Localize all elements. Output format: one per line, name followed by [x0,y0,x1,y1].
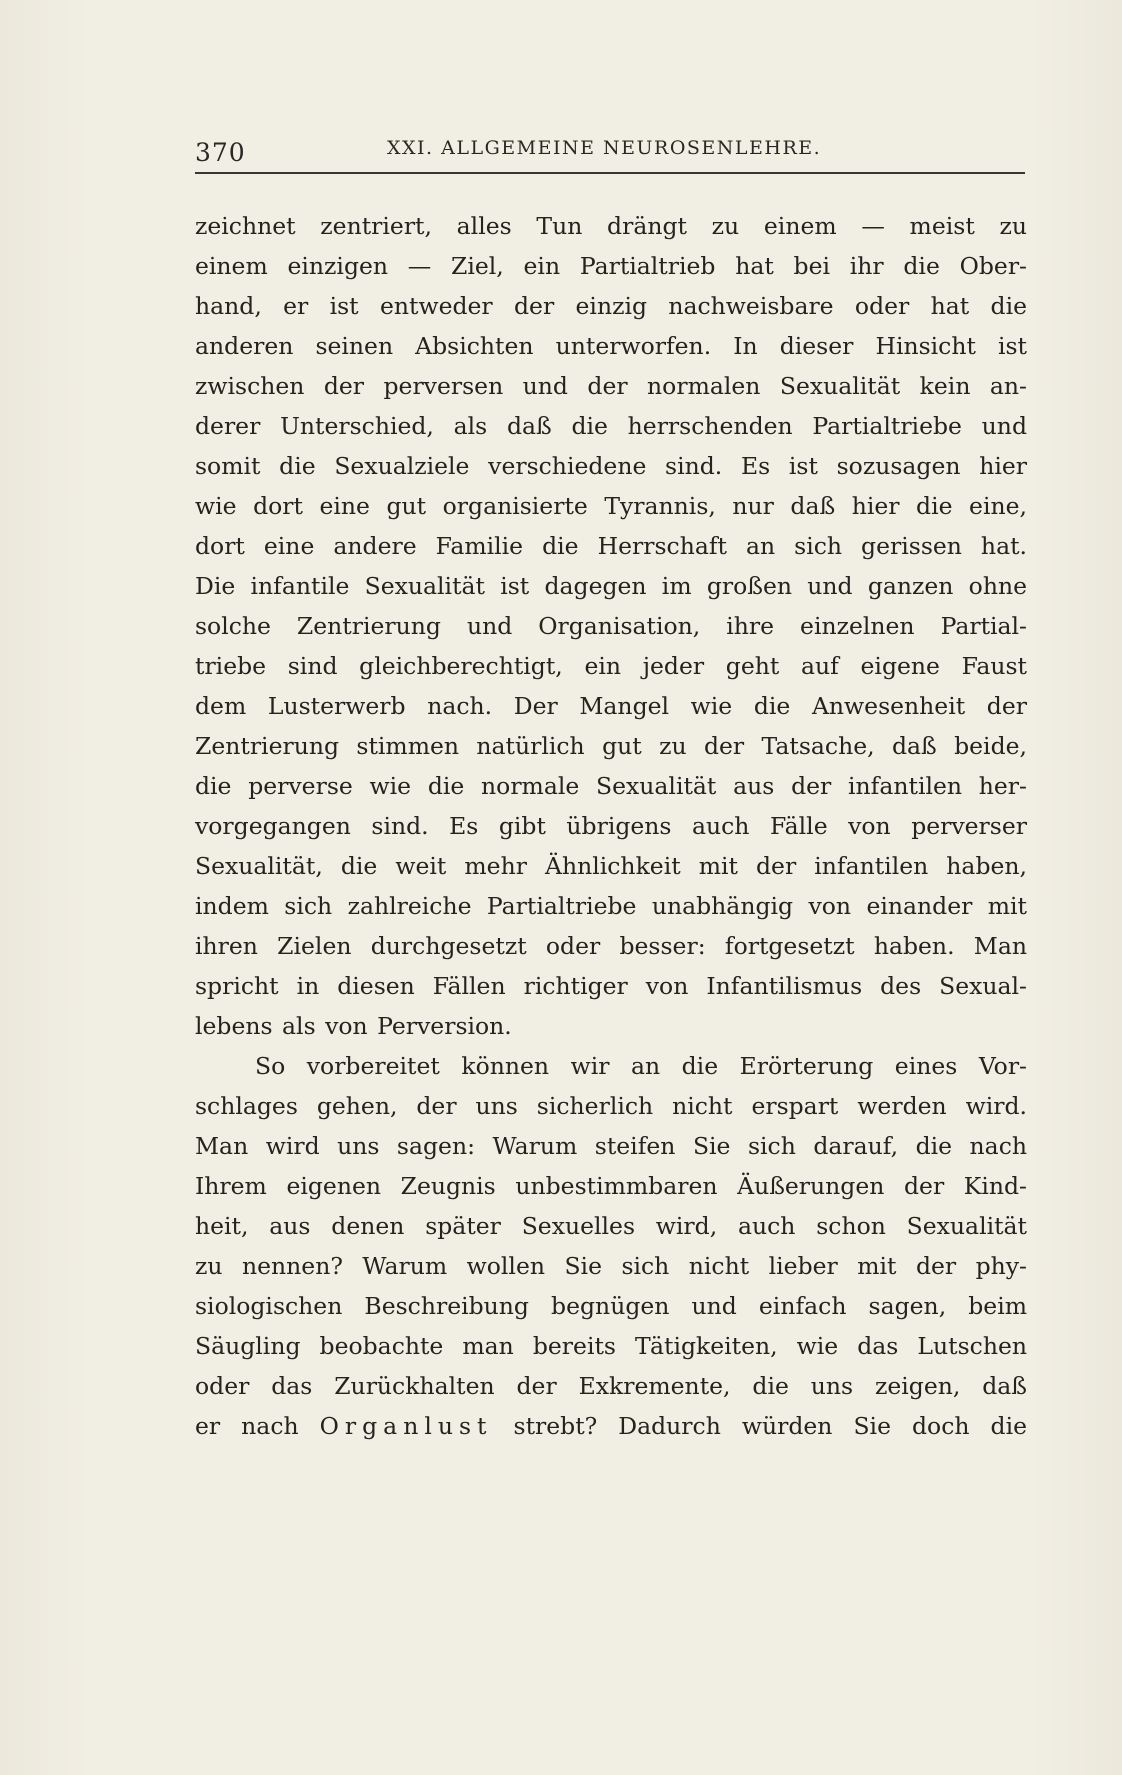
text-line: dem Lusterwerb nach. Der Mangel wie die Anwesenheit der [195,692,1027,720]
text-line: Man wird uns sagen: Warum steifen Sie sich darauf, die nach [195,1132,1027,1160]
text-line: wie dort eine gut organisierte Tyrannis, nur daß hier die eine, [195,492,1027,520]
text-line: Säugling beobachte man bereits Tätigkeiten, wie das Lutschen [195,1332,1027,1360]
emphasized-term: Organlust [319,1412,493,1440]
text-line: dort eine andere Familie die Herrschaft an sich gerissen hat. [195,532,1027,560]
text-line: zeichnet zentriert, alles Tun drängt zu einem — meist zu [195,212,1027,240]
text-line: spricht in diesen Fällen richtiger von Infantilismus des Sexual- [195,972,1027,1000]
text-line: Ihrem eigenen Zeugnis unbestimmbaren Äußerungen der Kind- [195,1172,1027,1200]
text-line: einem einzigen — Ziel, ein Partialtrieb hat bei ihr die Ober- [195,252,1027,280]
text-line: siologischen Beschreibung begnügen und einfach sagen, beim [195,1292,1027,1320]
text-line: solche Zentrierung und Organisation, ihre einzelnen Partial- [195,612,1027,640]
final-line-end: strebt? Dadurch würden Sie doch die [492,1412,1027,1440]
text-line: oder das Zurückhalten der Exkremente, die uns zeigen, daß [195,1372,1027,1400]
text-line: zwischen der perversen und der normalen Sexualität kein an- [195,372,1027,400]
text-line: vorgegangen sind. Es gibt übrigens auch Fälle von perverser [195,812,1027,840]
paragraph-start-line: So vorbereitet können wir an die Erörterung eines Vor- [255,1052,1027,1080]
page-header [195,134,1025,170]
text-line: ihren Zielen durchgesetzt oder besser: fortgesetzt haben. Man [195,932,1027,960]
text-line: triebe sind gleichberechtigt, ein jeder geht auf eigene Faust [195,652,1027,680]
text-line: hand, er ist entweder der einzig nachweisbare oder hat die [195,292,1027,320]
text-line: heit, aus denen später Sexuelles wird, auch schon Sexualität [195,1212,1027,1240]
text-line: Die infantile Sexualität ist dagegen im großen und ganzen ohne [195,572,1027,600]
paragraph-end-line: lebens als von Perversion. [195,1012,512,1040]
final-line-start: er nach [195,1412,320,1440]
text-line: schlages gehen, der uns sicherlich nicht erspart werden wird. [195,1092,1027,1120]
page-number: 370 [195,138,246,167]
running-head: XXI. ALLGEMEINE NEUROSENLEHRE. [387,137,822,159]
header-rule [195,172,1025,174]
text-line: die perverse wie die normale Sexualität aus der infantilen her- [195,772,1027,800]
text-line: anderen seinen Absichten unterworfen. In dieser Hinsicht ist [195,332,1027,360]
text-line: Sexualität, die weit mehr Ähnlichkeit mit der infantilen haben, [195,852,1027,880]
text-line: zu nennen? Warum wollen Sie sich nicht lieber mit der phy- [195,1252,1027,1280]
text-line-final [195,1406,1027,1446]
text-line: derer Unterschied, als daß die herrschenden Partialtriebe und [195,412,1027,440]
text-line: somit die Sexualziele verschiedene sind. Es ist sozusagen hier [195,452,1027,480]
text-line: Zentrierung stimmen natürlich gut zu der Tatsache, daß beide, [195,732,1027,760]
body-text [195,206,1027,1446]
text-line: indem sich zahlreiche Partialtriebe unabhängig von einander mit [195,892,1027,920]
